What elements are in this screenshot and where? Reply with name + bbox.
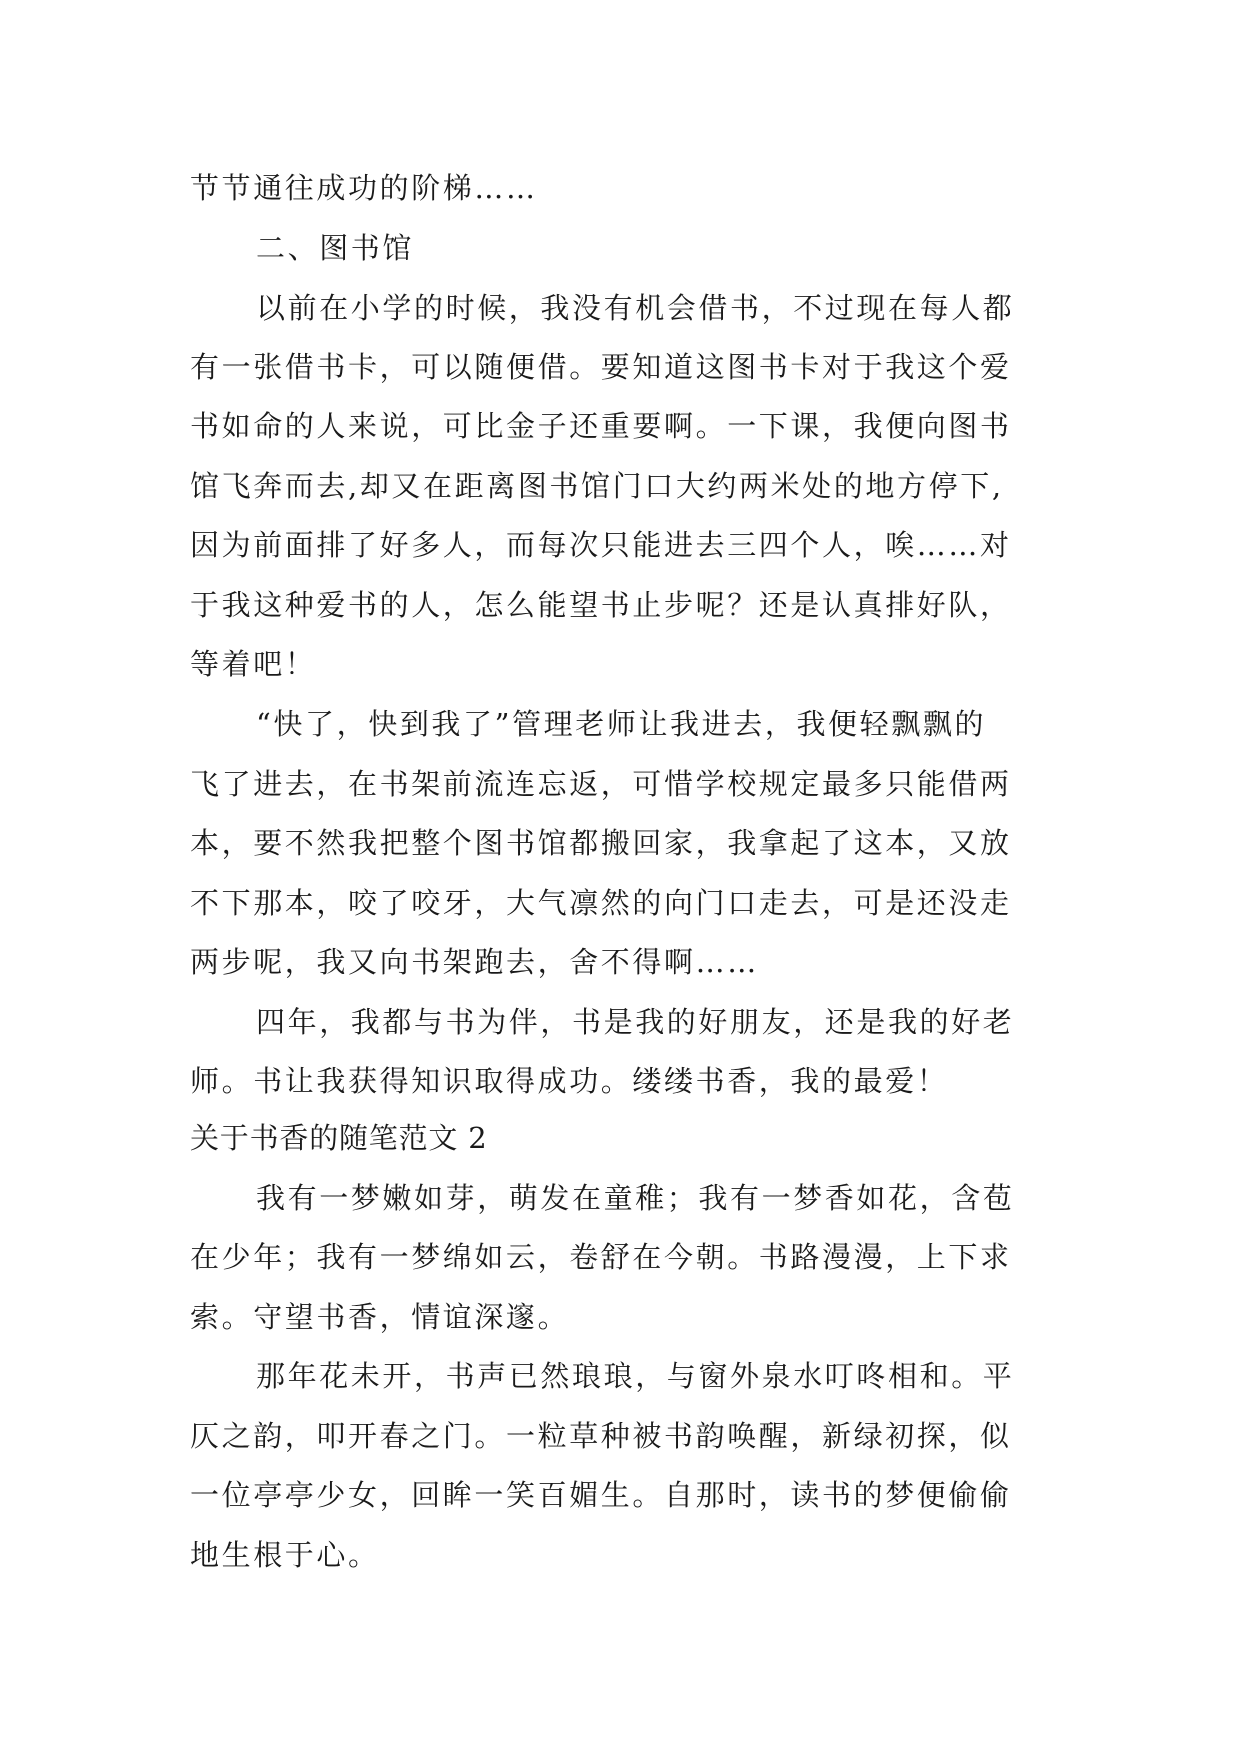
text-line: 馆飞奔而去,却又在距离图书馆门口大约两米处的地方停下, <box>190 469 1004 503</box>
text-line: 节节通往成功的阶梯…… <box>190 171 538 205</box>
text-line: 有一张借书卡，可以随便借。要知道这图书卡对于我这个爱 <box>190 350 1012 384</box>
text-line: 在少年；我有一梦绵如云，卷舒在今朝。书路漫漫，上下求 <box>190 1240 1012 1274</box>
text-line: 不下那本，咬了咬牙，大气凛然的向门口走去，可是还没走 <box>190 886 1012 920</box>
text-line: 我有一梦嫩如芽，萌发在童稚；我有一梦香如花，含苞 <box>256 1181 1015 1215</box>
text-line: 于我这种爱书的人，怎么能望书止步呢？还是认真排好队， <box>190 588 1012 622</box>
text-line: 飞了进去，在书架前流连忘返，可惜学校规定最多只能借两 <box>190 767 1012 801</box>
text-line: 那年花未开，书声已然琅琅，与窗外泉水叮咚相和。平 <box>256 1359 1015 1393</box>
article-title: 关于书香的随笔范文 2 <box>190 1121 488 1155</box>
text-line: 等着吧！ <box>190 647 317 681</box>
text-line: 因为前面排了好多人，而每次只能进去三四个人，唉……对 <box>190 528 1012 562</box>
text-line: 一位亭亭少女，回眸一笑百媚生。自那时，读书的梦便偷偷 <box>190 1478 1012 1512</box>
section-heading: 二、图书馆 <box>256 231 415 265</box>
text-line: 地生根于心。 <box>190 1538 380 1572</box>
text-line: 索。守望书香，情谊深邃。 <box>190 1300 570 1334</box>
text-line: 以前在小学的时候，我没有机会借书，不过现在每人都 <box>256 291 1015 325</box>
text-line: “快了，快到我了”管理老师让我进去，我便轻飘飘的 <box>256 707 987 741</box>
text-line: 两步呢，我又向书架跑去，舍不得啊…… <box>190 945 759 979</box>
text-line: 仄之韵，叩开春之门。一粒草种被书韵唤醒，新绿初探，似 <box>190 1419 1012 1453</box>
text-line: 师。书让我获得知识取得成功。缕缕书香，我的最爱！ <box>190 1064 949 1098</box>
text-line: 书如命的人来说，可比金子还重要啊。一下课，我便向图书 <box>190 409 1012 443</box>
text-line: 四年，我都与书为伴，书是我的好朋友，还是我的好老 <box>256 1005 1015 1039</box>
text-line: 本，要不然我把整个图书馆都搬回家，我拿起了这本，又放 <box>190 826 1012 860</box>
